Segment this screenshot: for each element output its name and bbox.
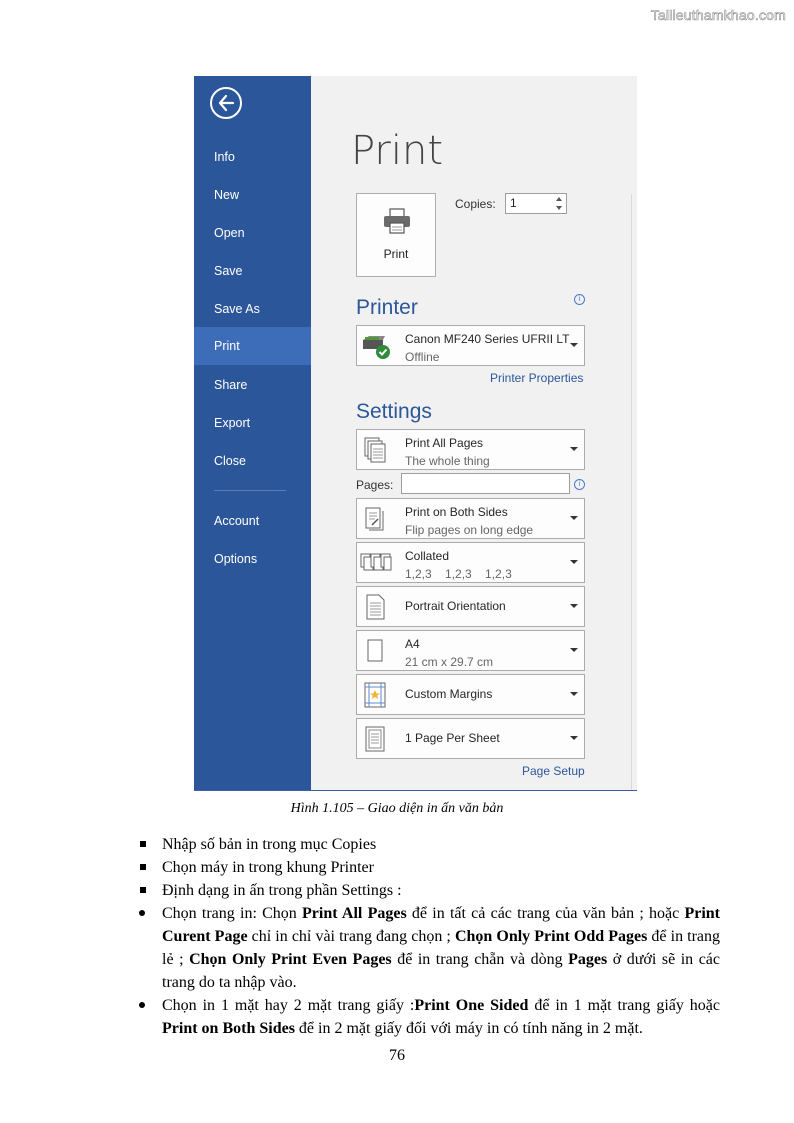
preview-divider [631, 194, 632, 790]
margins-dropdown[interactable] [356, 674, 585, 715]
printer-status: Offline [405, 350, 440, 364]
printer-name: Canon MF240 Series UFRII LT [405, 332, 570, 346]
pages-info-icon[interactable]: i [574, 479, 585, 490]
nav-options[interactable]: Options [214, 552, 258, 566]
paper-size-label: A4 [405, 637, 420, 651]
printer-ready-icon [361, 335, 391, 361]
chevron-down-icon [570, 736, 578, 740]
list-item [138, 879, 720, 902]
print-button[interactable] [356, 193, 436, 277]
square-bullet-icon [140, 841, 146, 847]
paragraph-print-sides: Chọn in 1 mặt hay 2 mặt trang giấy :Print One Sided để in 1 mặt trang giấy hoặc Print on Both Sides để in 2 mặt giấy đối với máy in có tính năng in 2 mặt. [162, 997, 720, 1037]
printer-properties-link[interactable]: Printer Properties [490, 371, 584, 385]
orientation-dropdown[interactable] [356, 586, 585, 627]
collation-sub: 1,2,3 1,2,3 1,2,3 [405, 567, 512, 581]
margins-label: Custom Margins [405, 687, 493, 701]
orientation-label: Portrait Orientation [405, 599, 506, 613]
word-print-screenshot [194, 76, 637, 791]
chevron-down-icon [570, 447, 578, 451]
nav-share[interactable]: Share [214, 378, 248, 392]
nav-new[interactable]: New [214, 188, 240, 202]
page-number: 76 [389, 1047, 405, 1064]
copies-value: 1 [510, 196, 517, 210]
square-bullet-icon [140, 887, 146, 893]
nav-close[interactable]: Close [214, 454, 246, 468]
figure-caption: Hình 1.105 – Giao diện in ấn văn bản [290, 801, 504, 816]
print-pages-sub: The whole thing [405, 454, 490, 468]
chevron-down-icon [570, 604, 578, 608]
nav-save[interactable]: Save [214, 264, 243, 278]
round-bullet-icon [139, 1002, 145, 1008]
instruction-list [138, 833, 720, 1040]
nav-divider [214, 490, 286, 491]
print-pane [311, 76, 637, 790]
nav-save-as[interactable]: Save As [214, 302, 260, 316]
square-bullet-icon [140, 864, 146, 870]
collated-icon [360, 550, 392, 576]
pages-field[interactable] [401, 473, 570, 494]
paper-size-dropdown[interactable] [356, 630, 585, 671]
list-item [138, 833, 720, 856]
copies-label: Copies: [455, 197, 496, 211]
nav-export[interactable]: Export [214, 416, 251, 430]
list-item [138, 902, 720, 994]
chevron-down-icon [570, 692, 578, 696]
sides-label: Print on Both Sides [405, 505, 508, 519]
duplex-icon [363, 506, 387, 532]
list-item-text: Chọn máy in trong khung Printer [162, 859, 374, 876]
pages-stack-icon [363, 437, 387, 463]
watermark: Tailieuthamkhao.com [650, 7, 786, 23]
paragraph-print-pages: Chọn trang in: Chọn Print All Pages để in tất cả các trang của văn bản ; hoặc Print Curent Page chỉ in chỉ vài trang đang chọn ; Chọn Only Print Odd Pages để in trang lẻ ; Chọn Only Print Even Pages để in trang chẵn và dòng Pages ở dưới sẽ in các trang do ta nhập vào. [162, 905, 721, 991]
nav-info[interactable]: Info [214, 150, 235, 164]
paper-size-icon [363, 638, 387, 664]
chevron-down-icon [570, 648, 578, 652]
pages-per-sheet-label: 1 Page Per Sheet [405, 731, 500, 745]
printer-info-icon[interactable]: i [574, 294, 585, 305]
paper-size-sub: 21 cm x 29.7 cm [405, 655, 494, 669]
copies-field[interactable] [505, 193, 567, 214]
pages-per-sheet-icon [363, 726, 387, 752]
collation-dropdown[interactable] [356, 542, 585, 583]
back-arrow-icon[interactable] [210, 87, 242, 119]
chevron-down-icon [570, 343, 578, 347]
portrait-page-icon [363, 594, 387, 620]
pages-label: Pages: [356, 478, 394, 492]
printer-icon [383, 208, 411, 234]
custom-margins-icon [363, 682, 387, 708]
chevron-down-icon [570, 560, 578, 564]
printer-heading: Printer [356, 296, 418, 319]
list-item-text: Nhập số bản in trong mục Copies [162, 836, 377, 853]
print-pages-dropdown[interactable] [356, 429, 585, 470]
chevron-down-icon [570, 516, 578, 520]
settings-heading: Settings [356, 400, 432, 423]
printer-dropdown[interactable] [356, 325, 585, 366]
pages-per-sheet-dropdown[interactable] [356, 718, 585, 759]
sides-dropdown[interactable] [356, 498, 585, 539]
sides-sub: Flip pages on long edge [405, 523, 534, 537]
collation-label: Collated [405, 549, 450, 563]
print-button-label: Print [383, 247, 409, 261]
backstage-sidebar [194, 76, 311, 790]
round-bullet-icon [139, 910, 145, 916]
list-item-text: Định dạng in ấn trong phần Settings : [162, 882, 402, 899]
page-title: Print [351, 128, 444, 174]
page-setup-link[interactable]: Page Setup [522, 764, 585, 778]
list-item [138, 994, 720, 1040]
copies-stepper[interactable] [553, 195, 565, 212]
nav-account[interactable]: Account [214, 514, 260, 528]
nav-open[interactable]: Open [214, 226, 245, 240]
nav-print[interactable]: Print [194, 327, 311, 365]
print-pages-label: Print All Pages [405, 436, 484, 450]
list-item [138, 856, 720, 879]
